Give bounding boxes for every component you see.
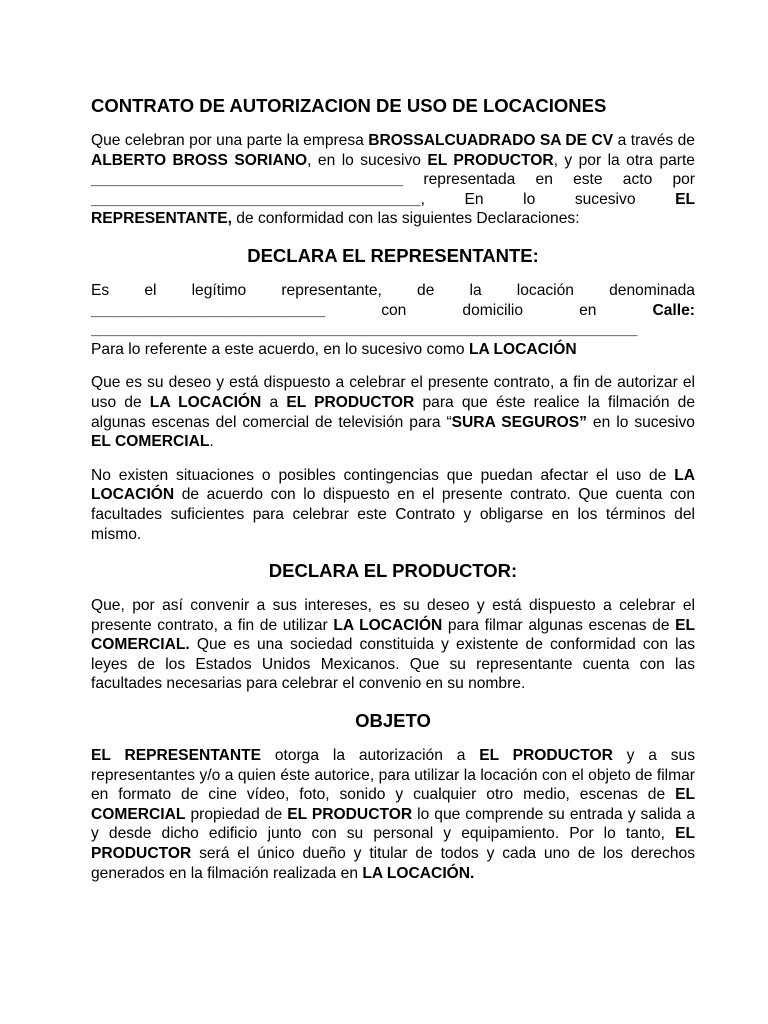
- bold-text-segment: EL COMERCIAL: [91, 786, 695, 823]
- word-7: denominada: [609, 281, 695, 299]
- text-segment: lo que comprende su entrada y salida a y desde dicho edificio junto con su personal y equipamiento. Por lo tanto,: [91, 805, 695, 843]
- text-segment: de conformidad con las siguientes Declaraciones:: [231, 210, 580, 228]
- document-title: CONTRATO DE AUTORIZACION DE USO DE LOCACIONES: [91, 95, 607, 116]
- intro-paragraph: [91, 131, 695, 229]
- contract-document: [91, 95, 695, 883]
- representante-line-3: [91, 320, 695, 340]
- text-segment: a través de: [613, 132, 695, 149]
- word-4: de: [417, 281, 435, 299]
- text-segment: a: [261, 393, 287, 411]
- word-con: con: [381, 301, 407, 319]
- bold-text-segment: LA LOCACIÓN.: [362, 864, 475, 882]
- word-en: en: [579, 301, 597, 319]
- bold-text-segment: EL REPRESENTANTE,: [91, 190, 695, 228]
- word-0: Es: [91, 281, 110, 299]
- text-segment: para que éste realice la filmación de algunas escenas del comercial de televisión para “: [91, 393, 696, 431]
- word-3: representante,: [281, 281, 382, 299]
- text-segment: otorga la autorización a: [261, 747, 480, 765]
- bold-text-segment: EL PRODUCTOR: [479, 747, 613, 765]
- text-segment: y a sus representantes y/o a quien éste autorice, para utilizar la locación con el objeto de filmar en formato de cine vídeo, foto, sonido y cualquier otro medio, escenas de: [91, 747, 696, 804]
- text-segment: para filmar algunas escenas de: [442, 616, 676, 634]
- bold-text-segment: LA LOCACIÓN: [333, 616, 443, 634]
- bold-text-segment: ______________________________________: [91, 190, 421, 208]
- representante-location-block: [91, 281, 695, 359]
- word-1: el: [144, 281, 157, 299]
- address-blank: _______________________________________________________________: [91, 321, 638, 339]
- word-2: legítimo: [191, 281, 247, 299]
- bold-text-segment: EL REPRESENTANTE: [91, 747, 262, 765]
- text-segment: Que celebran por una parte la empresa: [91, 132, 369, 149]
- bold-text-segment: LA LOCACIÓN: [468, 340, 577, 358]
- text-segment: de acuerdo con lo dispuesto en el presente contrato. Que cuenta con facultades suficientes para celebrar este Contrato y obligarse en los términos del mismo.: [91, 486, 695, 543]
- text-segment: .: [209, 433, 214, 451]
- text-segment: será el único dueño y titular de todos y cada uno de los derechos generados en la filmación realizada en: [91, 845, 695, 882]
- bold-text-segment: LA LOCACIÓN: [149, 393, 262, 411]
- bold-text-segment: EL COMERCIAL: [91, 433, 210, 451]
- text-segment: Que es una sociedad constituida y existente de conformidad con las leyes de los Estados Unidos Mexicanos. Que su representante cuenta con las facultades necesarias para celebrar el convenio en su nombre.: [91, 636, 695, 693]
- text-segment: , y por la otra parte: [553, 151, 695, 169]
- location-name-blank: ___________________________: [91, 301, 326, 319]
- bold-text-segment: SURA SEGUROS”: [451, 413, 587, 431]
- calle-label: Calle:: [652, 301, 695, 319]
- text-segment: representada en este acto por: [403, 171, 695, 189]
- representante-paragraph-2: [91, 373, 695, 451]
- bold-text-segment: EL PRODUCTOR: [287, 805, 413, 823]
- representante-line-2: [91, 301, 695, 321]
- bold-text-segment: EL PRODUCTOR: [427, 151, 554, 169]
- productor-paragraph: [91, 596, 695, 694]
- text-segment: Que, por así convenir a sus intereses, es su deseo y está dispuesto a celebrar el presente contrato, a fin de utilizar: [91, 597, 695, 634]
- word-domicilio: domicilio: [462, 301, 524, 319]
- bold-text-segment: EL PRODUCTOR: [91, 825, 695, 863]
- heading-declara-productor: DECLARA EL PRODUCTOR:: [268, 560, 518, 582]
- word-6: locación: [516, 281, 574, 299]
- text-segment: Para lo referente a este acuerdo, en lo sucesivo como: [91, 340, 469, 358]
- objeto-paragraph: [91, 746, 695, 883]
- representante-paragraph-3: [91, 466, 695, 544]
- heading-objeto: OBJETO: [355, 710, 431, 732]
- bold-text-segment: EL COMERCIAL.: [91, 616, 696, 654]
- representante-line-4: [91, 340, 695, 360]
- text-segment: Que es su deseo y está dispuesto a celebrar el presente contrato, a fin de autorizar el uso de: [91, 374, 695, 411]
- text-segment: No existen situaciones o posibles contingencias que puedan afectar el uso de: [91, 466, 675, 484]
- text-segment: en lo sucesivo: [586, 413, 695, 431]
- bold-text-segment: BROSSALCUADRADO SA DE CV: [368, 132, 614, 149]
- word-5: la: [469, 281, 482, 299]
- text-segment: , En lo sucesivo: [420, 190, 676, 208]
- bold-text-segment: LA LOCACIÓN: [91, 466, 695, 504]
- bold-text-segment: ALBERTO BROSS SORIANO: [91, 151, 308, 169]
- representante-line-1: [91, 281, 695, 301]
- bold-text-segment: EL PRODUCTOR: [286, 393, 415, 411]
- text-segment: , en lo sucesivo: [307, 151, 428, 169]
- text-segment: propiedad de: [185, 805, 288, 823]
- heading-declara-representante: DECLARA EL REPRESENTANTE:: [247, 244, 539, 266]
- bold-text-segment: ____________________________________: [91, 171, 404, 189]
